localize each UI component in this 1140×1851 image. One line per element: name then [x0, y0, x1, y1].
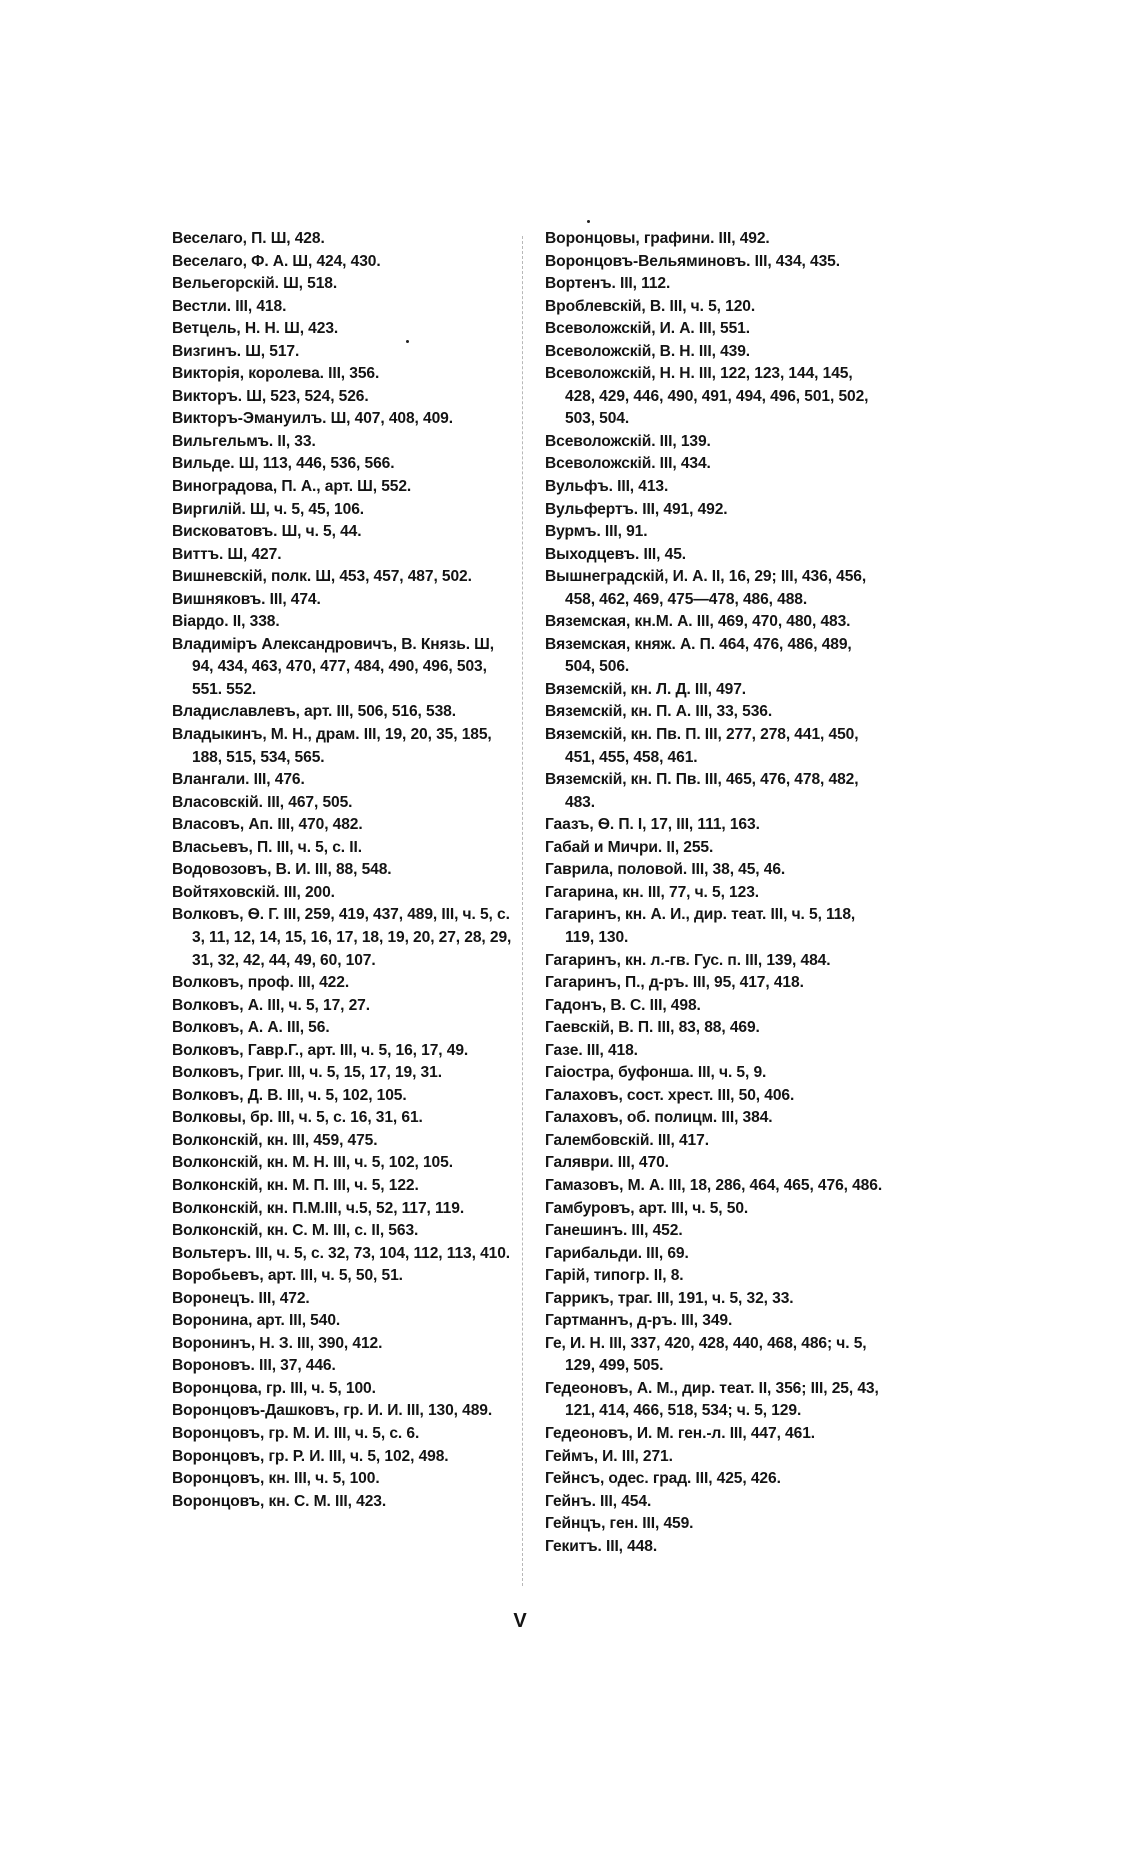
- index-entry: Гарибальди. III, 69.: [545, 1244, 689, 1262]
- index-column-left: [172, 228, 512, 1513]
- index-entry: Галаховъ, сост. хрест. III, 50, 406.: [545, 1086, 795, 1104]
- index-entry: Вяземскій, кн. Пв. П. III, 277, 278, 441, 450, 451, 455, 458, 461.: [545, 726, 859, 766]
- index-entry: Воронцовъ, кн. С. М. III, 423.: [172, 1492, 387, 1510]
- index-entry: Воронцовъ, гр. Р. И. III, ч. 5, 102, 498.: [172, 1447, 449, 1465]
- index-entry: Гедеоновъ, И. М. ген.-л. III, 447, 461.: [545, 1424, 815, 1442]
- index-entry: Воронецъ. III, 472.: [172, 1289, 310, 1307]
- index-entry: Воронцовъ, гр. М. И. III, ч. 5, с. 6.: [172, 1424, 420, 1442]
- index-entry: Всеволожскій. III, 139.: [545, 432, 711, 450]
- index-entry: Вельегорскій. Ш, 518.: [172, 275, 338, 293]
- page-number: V: [513, 1610, 527, 1632]
- index-entry: Всеволожскій. III, 434.: [545, 455, 711, 473]
- index-entry: Гагаринъ, кн. л.-гв. Гус. п. III, 139, 484.: [545, 951, 831, 969]
- index-entry: Ганешинъ. III, 452.: [545, 1222, 683, 1240]
- index-entry: Вяземскій, кн. Л. Д. III, 497.: [545, 680, 747, 698]
- index-entry: Воронцовъ, кн. III, ч. 5, 100.: [172, 1470, 380, 1488]
- index-entry: Геймъ, И. III, 271.: [545, 1447, 673, 1465]
- index-entry: Влангали. III, 476.: [172, 771, 305, 789]
- index-entry: Всеволожскій, В. Н. III, 439.: [545, 342, 751, 360]
- index-entry: Власовъ, Ап. III, 470, 482.: [172, 816, 363, 834]
- index-entry: Ветцель, Н. Н. Ш, 423.: [172, 320, 339, 338]
- index-entry: Вороновъ. III, 37, 446.: [172, 1357, 336, 1375]
- index-entry: Гагаринъ, кн. А. И., дир. теат. III, ч. 5, 118, 119, 130.: [545, 906, 856, 946]
- index-entry: Волковъ, проф. III, 422.: [172, 974, 350, 992]
- index-entry: Віардо. II, 338.: [172, 613, 280, 631]
- index-entry: Гамазовъ, М. А. III, 18, 286, 464, 465, 476, 486.: [545, 1176, 883, 1194]
- index-entry: Всеволожскій, Н. Н. III, 122, 123, 144, 145, 428, 429, 446, 490, 491, 494, 496, 501, 502, 503, 504.: [545, 365, 869, 428]
- index-entry: Гадонъ, В. С. III, 498.: [545, 996, 701, 1014]
- index-entry: Виноградова, П. А., арт. Ш, 552.: [172, 478, 412, 496]
- index-entry: Гагарина, кн. III, 77, ч. 5, 123.: [545, 883, 760, 901]
- index-entry: Гаазъ, Ѳ. П. I, 17, III, 111, 163.: [545, 816, 760, 834]
- index-entry: Воробьевъ, арт. III, ч. 5, 50, 51.: [172, 1267, 403, 1285]
- column-divider: [522, 236, 523, 1586]
- index-entry: Вроблевскій, В. III, ч. 5, 120.: [545, 297, 756, 315]
- index-entry: Вильде. Ш, 113, 446, 536, 566.: [172, 455, 395, 473]
- index-entry: Гаврила, половой. III, 38, 45, 46.: [545, 861, 786, 879]
- index-entry: Гейнцъ, ген. III, 459.: [545, 1515, 694, 1533]
- index-entry: Власовскій. III, 467, 505.: [172, 793, 353, 811]
- index-entry: Вышнеградскій, И. А. II, 16, 29; III, 436, 456, 458, 462, 469, 475—478, 486, 488.: [545, 568, 867, 608]
- index-entry: Волконскій, кн. III, 459, 475.: [172, 1131, 378, 1149]
- index-entry: Викторъ. Ш, 523, 524, 526.: [172, 387, 369, 405]
- index-entry: Вольтеръ. III, ч. 5, с. 32, 73, 104, 112, 113, 410.: [172, 1244, 511, 1262]
- index-entry: Галяври. III, 470.: [545, 1154, 669, 1172]
- index-entry: Гагаринъ, П., д-ръ. III, 95, 417, 418.: [545, 974, 804, 992]
- index-entry: Гарій, типогр. II, 8.: [545, 1267, 684, 1285]
- index-entry: Водовозовъ, В. И. III, 88, 548.: [172, 861, 392, 879]
- index-entry: Гаіостра, буфонша. III, ч. 5, 9.: [545, 1064, 767, 1082]
- index-column-right: [545, 228, 885, 1558]
- print-speck: [587, 220, 590, 223]
- index-entry: Гартманнъ, д-ръ. III, 349.: [545, 1312, 733, 1330]
- index-entry: Воронцовъ-Дашковъ, гр. И. И. III, 130, 489.: [172, 1402, 493, 1420]
- index-entry: Гедеоновъ, А. М., дир. теат. II, 356; III, 25, 43, 121, 414, 466, 518, 534; ч. 5, 129.: [545, 1379, 879, 1420]
- index-entry: Викторія, королева. III, 356.: [172, 365, 380, 383]
- print-speck: [406, 340, 409, 343]
- index-entry: Вяземскій, кн. П. А. III, 33, 536.: [545, 703, 773, 721]
- index-entry: Войтяховскій. III, 200.: [172, 883, 335, 901]
- index-entry: Волковъ, А. А. III, 56.: [172, 1019, 330, 1037]
- index-entry: Воронцова, гр. III, ч. 5, 100.: [172, 1379, 376, 1397]
- index-entry: Ге, И. Н. III, 337, 420, 428, 440, 468, 486; ч. 5, 129, 499, 505.: [545, 1334, 867, 1375]
- index-entry: Выходцевъ. III, 45.: [545, 545, 687, 563]
- index-entry: Виргилій. Ш, ч. 5, 45, 106.: [172, 500, 364, 518]
- index-entry: Воронина, арт. III, 540.: [172, 1312, 341, 1330]
- index-entry: Вурмъ. III, 91.: [545, 523, 648, 541]
- index-entry: Викторъ-Эмануилъ. Ш, 407, 408, 409.: [172, 410, 453, 428]
- index-entry: Всеволожскій, И. А. III, 551.: [545, 320, 750, 338]
- index-entry: Вестли. III, 418.: [172, 297, 287, 315]
- index-entry: Гекитъ. III, 448.: [545, 1537, 658, 1555]
- index-entry: Волковы, бр. III, ч. 5, с. 16, 31, 61.: [172, 1109, 423, 1127]
- index-entry: Гамбуровъ, арт. III, ч. 5, 50.: [545, 1199, 749, 1217]
- index-entry: Вишняковъ. III, 474.: [172, 590, 321, 608]
- index-entry: Воронинъ, Н. З. III, 390, 412.: [172, 1334, 383, 1352]
- index-entry: Владиславлевъ, арт. III, 506, 516, 538.: [172, 703, 456, 721]
- index-entry: Волконскій, кн. М. Н. III, ч. 5, 102, 105.: [172, 1154, 453, 1172]
- index-entry: Вортенъ. III, 112.: [545, 275, 671, 293]
- index-entry: Власьевъ, П. III, ч. 5, с. II.: [172, 838, 362, 856]
- index-entry: Владиміръ Александровичъ, В. Князь. Ш, 94, 434, 463, 470, 477, 484, 490, 496, 503, 551. 552.: [172, 635, 494, 698]
- index-entry: Вульфъ. III, 413.: [545, 478, 669, 496]
- index-entry: Габай и Мичри. II, 255.: [545, 838, 714, 856]
- index-entry: Волковъ, Григ. III, ч. 5, 15, 17, 19, 31.: [172, 1064, 442, 1082]
- index-entry: Галембовскій. III, 417.: [545, 1131, 709, 1149]
- index-entry: Висковатовъ. Ш, ч. 5, 44.: [172, 523, 362, 541]
- index-entry: Гейнъ. III, 454.: [545, 1492, 652, 1510]
- index-entry: Владыкинъ, М. Н., драм. III, 19, 20, 35, 185, 188, 515, 534, 565.: [172, 726, 492, 766]
- index-entry: Веселаго, П. Ш, 428.: [172, 230, 325, 247]
- index-entry: Вяземскій, кн. П. Пв. III, 465, 476, 478, 482, 483.: [545, 771, 859, 811]
- index-entry: Волковъ, А. III, ч. 5, 17, 27.: [172, 996, 370, 1014]
- index-entry: Вульфертъ. III, 491, 492.: [545, 500, 728, 518]
- index-entry: Гейнсъ, одес. град. III, 425, 426.: [545, 1470, 781, 1488]
- index-entry: Виттъ. Ш, 427.: [172, 545, 282, 563]
- index-entry: Воронцовъ-Вельяминовъ. III, 434, 435.: [545, 252, 840, 270]
- index-entry: Вишневскій, полк. Ш, 453, 457, 487, 502.: [172, 568, 472, 586]
- index-entry: Веселаго, Ф. А. Ш, 424, 430.: [172, 252, 381, 270]
- index-entry: Газе. III, 418.: [545, 1041, 638, 1059]
- index-entry: Волконскій, кн. П.М.III, ч.5, 52, 117, 119.: [172, 1199, 465, 1217]
- index-entry: Гаррикъ, траг. III, 191, ч. 5, 32, 33.: [545, 1289, 794, 1307]
- index-entry: Волконскій, кн. С. М. III, с. II, 563.: [172, 1222, 419, 1240]
- index-entry: Воронцовы, графини. III, 492.: [545, 230, 770, 247]
- index-entry: Вяземская, княж. А. П. 464, 476, 486, 489, 504, 506.: [545, 635, 852, 676]
- index-entry: Галаховъ, об. полицм. III, 384.: [545, 1109, 773, 1127]
- index-entry: Вяземская, кн.М. А. III, 469, 470, 480, 483.: [545, 613, 851, 631]
- index-entry: Вильгельмъ. II, 33.: [172, 432, 316, 450]
- index-entry: Волковъ, Д. В. III, ч. 5, 102, 105.: [172, 1086, 407, 1104]
- index-entry: Гаевскій, В. П. III, 83, 88, 469.: [545, 1019, 760, 1037]
- index-entry: Визгинъ. Ш, 517.: [172, 342, 300, 360]
- index-entry: Волковъ, Ѳ. Г. III, 259, 419, 437, 489, III, ч. 5, с. 3, 11, 12, 14, 15, 16, 17, 18, 19, 20, 27, 28, 29, 31, 32, 42, 44, 49, 60, 107.: [172, 906, 512, 969]
- index-entry: Волковъ, Гавр.Г., арт. III, ч. 5, 16, 17, 49.: [172, 1041, 469, 1059]
- index-entry: Волконскій, кн. М. П. III, ч. 5, 122.: [172, 1176, 419, 1194]
